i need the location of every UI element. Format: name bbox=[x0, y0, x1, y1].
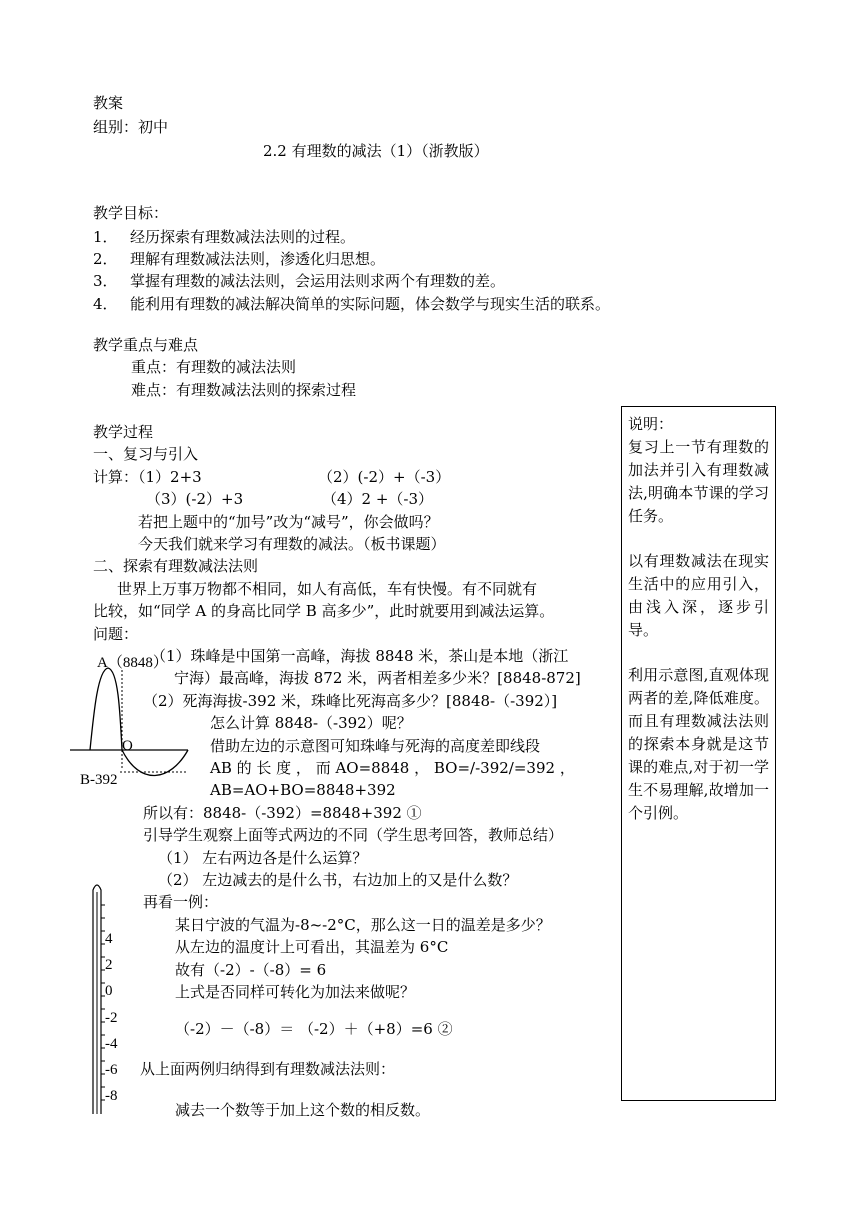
page-title: 2.2 有理数的减法（1）（浙教版） bbox=[263, 142, 489, 160]
question-1a: （1）珠峰是中国第一高峰，海拔 8848 米，茶山是本地（浙江 bbox=[151, 647, 569, 665]
example-line-5: （-2）－（-8）＝ （-2）＋（+8）=6 ② bbox=[175, 1020, 453, 1038]
para-line-1: 世界上万事万物都不相同，如人有高低，车有快慢。有不同就有 bbox=[117, 580, 538, 598]
group-label: 组别：初中 bbox=[93, 118, 169, 136]
rule-line: 减去一个数等于加上这个数的相反数。 bbox=[175, 1101, 431, 1119]
calc-3: （3）(-2）+3 bbox=[146, 490, 244, 508]
objective-text: 理解有理数减法法则，渗透化归思想。 bbox=[130, 250, 386, 268]
thermo-label: -2 bbox=[105, 1010, 118, 1026]
section-explore: 二、探索有理数减法法则 bbox=[93, 557, 259, 575]
intro-line-1: 若把上题中的“加号”改为“减号”，你会做吗？ bbox=[138, 513, 439, 531]
guide-line: 引导学生观察上面等式两边的不同（学生思考回答，教师总结） bbox=[143, 826, 564, 844]
thermo-label: -8 bbox=[105, 1088, 118, 1104]
label-b: B-392 bbox=[80, 772, 118, 788]
question-3: 怎么计算 8848-（-392）呢？ bbox=[210, 714, 412, 732]
process-heading: 教学过程 bbox=[93, 423, 154, 441]
calc-1: 计算：（1）2+3 bbox=[93, 468, 202, 486]
objective-text: 掌握有理数的减法法则，会运用法则求两个有理数的差。 bbox=[130, 272, 506, 290]
objective-text: 经历探索有理数减法法则的过程。 bbox=[130, 228, 356, 246]
example-line-3: 故有（-2）-（-8）= 6 bbox=[175, 961, 327, 979]
objective-num: 4． bbox=[93, 295, 118, 313]
thermo-label: 2 bbox=[105, 957, 113, 973]
objectives-heading: 教学目标： bbox=[93, 204, 169, 222]
para-line-2: 比较，如“同学 A 的身高比同学 B 高多少”，此时就要用到减法运算。 bbox=[93, 602, 555, 620]
result-line: 所以有：8848-（-392）=8848+392 ① bbox=[143, 804, 422, 822]
guide-q2: （2） 左边减去的是什么书，右边加上的又是什么数？ bbox=[158, 871, 518, 889]
question-4b: AB 的 长 度 ， 而 AO=8848 ， BO=/-392/=392 ， bbox=[210, 759, 575, 777]
notes-title: 说明： bbox=[628, 415, 674, 433]
notes-para-3: 利用示意图,直观体现两者的差,降低难度。而且有理数减法法则的探索本身就是这节课的难点,对于初一学生不易理解,故增加一个引例。 bbox=[628, 666, 769, 822]
label-o: O bbox=[122, 738, 133, 754]
thermo-label: 4 bbox=[105, 931, 113, 947]
intro-line-2: 今天我们就来学习有理数的减法。（板书课题） bbox=[138, 535, 446, 553]
section-review: 一、复习与引入 bbox=[93, 445, 199, 463]
notes-para-1: 复习上一节有理数的加法并引入有理数减法,明确本节课的学习任务。 bbox=[628, 438, 769, 525]
thermo-label: -6 bbox=[105, 1062, 118, 1078]
example-line-2: 从左边的温度计上可看出，其温差为 6°C bbox=[175, 938, 449, 956]
example-line-1: 某日宁波的气温为-8~-2°C，那么这一日的温差是多少？ bbox=[175, 916, 551, 934]
question-4a: 借助左边的示意图可知珠峰与死海的高度差即线段 bbox=[210, 737, 541, 755]
thermo-label: 0 bbox=[105, 983, 113, 999]
key-focus: 重点：有理数的减法法则 bbox=[131, 358, 297, 376]
question-2: （2）死海海拔-392 米，珠峰比死海高多少？[8848-（-392）] bbox=[143, 692, 558, 710]
summary-line: 从上面两例归纳得到有理数减法法则： bbox=[140, 1060, 396, 1078]
calc-2: （2）(-2）+（-3） bbox=[318, 468, 451, 486]
another-example: 再看一例： bbox=[143, 893, 219, 911]
key-points-heading: 教学重点与难点 bbox=[93, 336, 199, 354]
question-label: 问题： bbox=[93, 625, 139, 643]
thermo-label: -4 bbox=[105, 1036, 118, 1052]
question-4c: AB=AO+BO=8848+392 bbox=[210, 781, 396, 799]
notes-sidebar bbox=[621, 406, 776, 1101]
example-line-4: 上式是否同样可转化为加法来做呢？ bbox=[175, 983, 416, 1001]
guide-q1: （1） 左右两边各是什么运算？ bbox=[158, 849, 368, 867]
calc-4: （4）2 +（-3） bbox=[322, 490, 434, 508]
question-1b: 宁海）最高峰，海拔 872 米，两者相差多少米？[8848-872] bbox=[174, 669, 581, 687]
objective-num: 2． bbox=[93, 250, 118, 268]
objective-num: 3． bbox=[93, 272, 118, 290]
notes-para-2: 以有理数减法在现实生活中的应用引入，由浅入深，逐步引导。 bbox=[628, 552, 769, 639]
label-a: A（8848） bbox=[97, 655, 168, 671]
objective-text: 能利用有理数的减法解决简单的实际问题，体会数学与现实生活的联系。 bbox=[130, 295, 611, 313]
doc-type: 教案 bbox=[93, 94, 124, 112]
key-difficulty: 难点：有理数减法法则的探索过程 bbox=[131, 381, 357, 399]
objective-num: 1． bbox=[93, 228, 118, 246]
